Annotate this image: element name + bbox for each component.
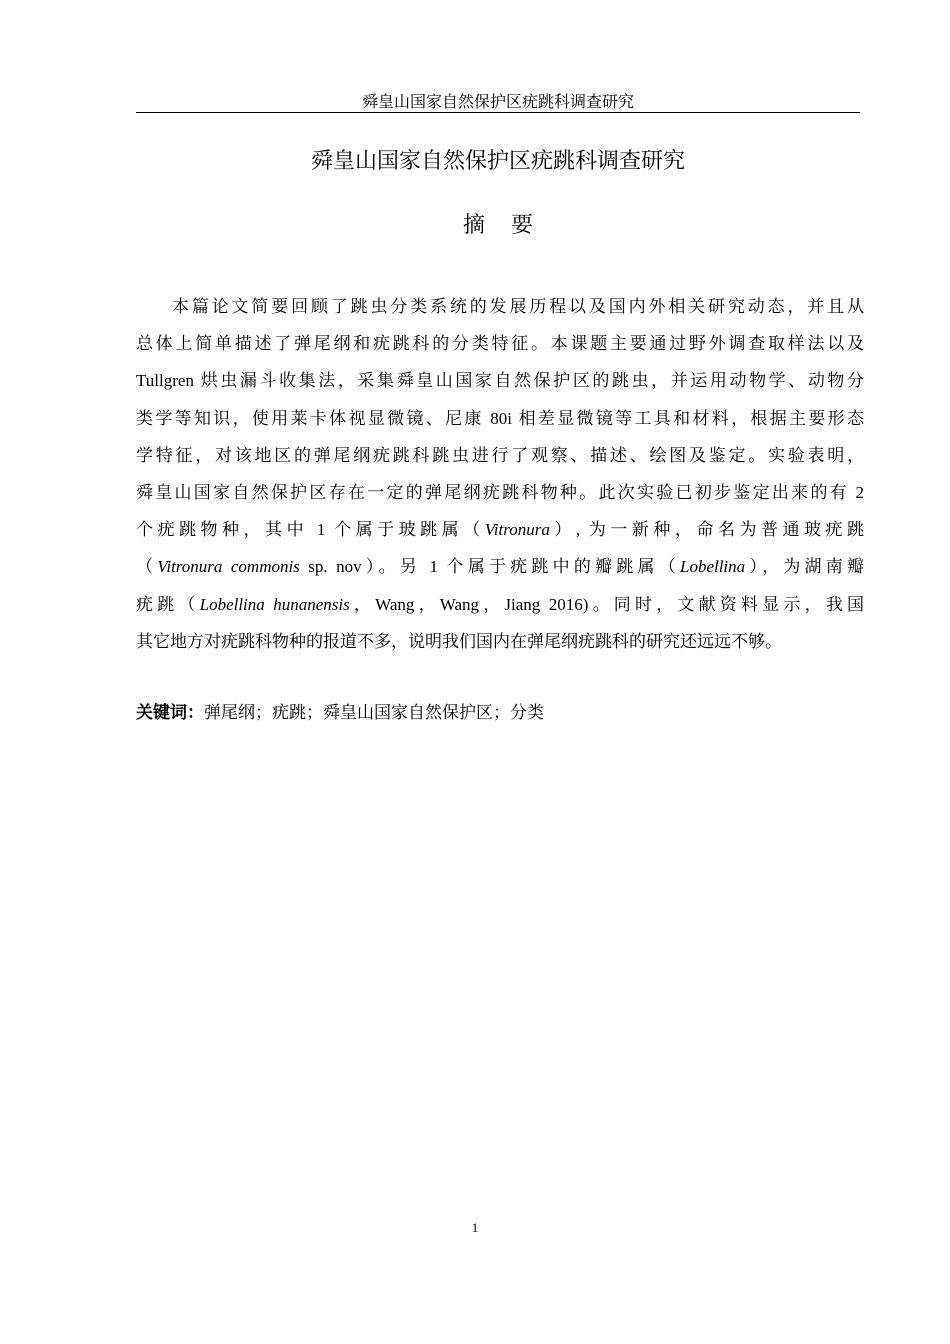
species-name: Lobellina: [679, 557, 746, 577]
abstract-text: 类学等知识，使用莱卡体视显微镜、尼康 80i 相差显微镜等工具和材料，根据主要形态: [136, 408, 864, 428]
abstract-line: [136, 437, 864, 474]
page-title: 舜皇山国家自然保护区疣跳科调查研究: [310, 149, 685, 174]
abstract-text: ，Wang，Wang，Jiang 2016)。同时，文献资料显示，我国: [349, 594, 864, 614]
abstract-text: Tullgren 烘虫漏斗收集法，采集舜皇山国家自然保护区的跳虫，并运用动物学、动物分: [136, 371, 864, 391]
abstract-line: [136, 474, 864, 511]
abstract-text: 疣跳（: [136, 594, 200, 614]
species-name: Lobellina hunanensis: [199, 594, 350, 614]
abstract-body: [136, 288, 864, 660]
species-name: Vitronura: [484, 520, 550, 540]
keywords-value: 弹尾纲；疣跳；舜皇山国家自然保护区；分类: [204, 703, 544, 723]
keywords-label: 关键词：: [136, 703, 204, 723]
abstract-text: 个疣跳物种，其中 1 个属于玻跳属（: [136, 520, 485, 540]
abstract-text: （: [136, 557, 158, 577]
abstract-line: [136, 548, 864, 585]
abstract-line: [136, 400, 864, 437]
abstract-text: 学特征，对该地区的弹尾纲疣跳科跳虫进行了观察、描述、绘图及鉴定。实验表明，: [136, 445, 864, 465]
abstract-text: ），为湖南瓣: [745, 557, 865, 577]
abstract-line: [136, 362, 864, 399]
header-rule: [136, 112, 860, 113]
species-name: Vitronura commonis: [157, 557, 300, 577]
abstract-line: [136, 623, 864, 660]
abstract-text: 舜皇山国家自然保护区存在一定的弹尾纲疣跳科物种。此次实验已初步鉴定出来的有 2: [136, 482, 864, 502]
abstract-line: [136, 288, 864, 325]
abstract-text: ）, 为一新种，命名为普通玻疣跳: [549, 520, 865, 540]
abstract-text: 本篇论文简要回顾了跳虫分类系统的发展历程以及国内外相关研究动态，并且从: [172, 297, 864, 316]
abstract-text: 其它地方对疣跳科物种的报道不多，说明我们国内在弹尾纲疣跳科的研究还远远不够。: [136, 631, 782, 651]
abstract-text: sp. nov）。另 1 个属于疣跳中的瓣跳属（: [299, 557, 680, 577]
keywords: [136, 700, 544, 726]
abstract-line: [136, 511, 864, 548]
page-number: 1: [471, 1220, 479, 1235]
running-header: 舜皇山国家自然保护区疣跳科调查研究: [361, 92, 634, 111]
abstract-heading: 摘要: [462, 213, 559, 238]
abstract-text: 总体上简单描述了弹尾纲和疣跳科的分类特征。本课题主要通过野外调查取样法以及: [136, 334, 864, 354]
abstract-line: [136, 325, 864, 362]
abstract-line: [136, 586, 864, 623]
